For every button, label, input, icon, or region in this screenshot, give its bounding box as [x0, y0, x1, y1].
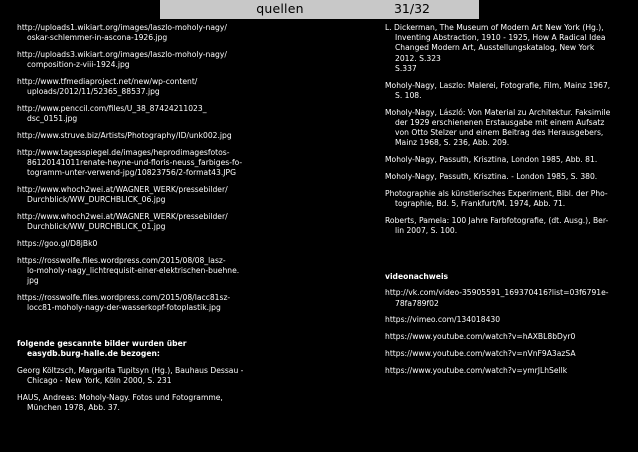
easydb-reference: HAUS, Andreas: Moholy-Nagy. Fotos und Fotogramme, München 1978, Abb. 37. [17, 393, 223, 413]
header-bar-right [479, 0, 638, 19]
image-url[interactable]: http://www.struve.biz/Artists/Photography/ID/unk002.jpg [17, 131, 232, 140]
easydb-reference: Georg Költzsch, Margarita Tupitsyn (Hg.), Bauhaus Dessau - Chicago - New York, Köln 2000, S. 231 [17, 366, 244, 386]
image-url[interactable]: https://rosswolfe.files.wordpress.com/2015/08/lacc81sz- locc81-moholy-nagy-der-wasserkopf-fotoplastik.jpg [17, 293, 231, 313]
video-url[interactable]: https://www.youtube.com/watch?v=nVnF9A3azSA [385, 349, 576, 358]
video-url[interactable]: https://vimeo.com/134018430 [385, 315, 501, 325]
literature-reference: L. Dickerman, The Museum of Modern Art New York (Hg.), Inventing Abstraction, 1910 - 1925, How A Radical Idea Changed Modern Art, Ausstellungskatalog, New York 2012. S.323 S.337 [385, 23, 606, 73]
page-title: quellen [256, 1, 304, 16]
literature-reference: Roberts, Pamela: 100 Jahre Farbfotografie, (dt. Ausg.), Ber- lin 2007, S. 100. [385, 215, 609, 235]
literature-reference: Moholy-Nagy, Passuth, Krisztina, London 1985, Abb. 81. [385, 155, 598, 165]
page-number: 31/32 [393, 1, 431, 16]
literature-reference: Moholy-Nagy, László: Von Material zu Architektur. Faksimile der 1929 erschienenen Erstausgabe mit einem Aufsatz von Otto Stelzer und einem Beitrag des Herausgebers, Mainz 1968, S. 236, Abb. 209. [385, 107, 611, 148]
video-url[interactable]: https://www.youtube.com/watch?v=ymrJLhSellk [385, 365, 568, 375]
image-url[interactable]: https://rosswolfe.files.wordpress.com/2015/08/08_lasz- lo-moholy-nagy_lichtrequisit-einer-elektrischen-buehne. jpg [17, 255, 240, 286]
literature-reference: Moholy-Nagy, Laszlo: Malerei, Fotografie, Film, Mainz 1967, S. 108. [385, 80, 611, 100]
image-url[interactable]: http://www.tfmediaproject.net/new/wp-content/ uploads/2012/11/52365_88537.jpg [17, 77, 198, 97]
image-url[interactable]: http://www.penccil.com/files/U_38_87424211023_ dsc_0151.jpg [17, 104, 207, 124]
image-url[interactable]: http://www.whoch2wei.at/WAGNER_WERK/pressebilder/ Durchblick/WW_DURCHBLICK_06.jpg [17, 185, 228, 205]
image-url[interactable]: http://www.tagesspiegel.de/images/heprodimagesfotos- 86120141011renate-heyne-und-floris-neuss_farbiges-fo- togramm-unter-verwend-jpg/10823756/2-format43.JPG [17, 147, 243, 178]
video-url[interactable]: https://www.youtube.com/watch?v=hAXBL8bDyr0 [385, 332, 576, 342]
image-url[interactable]: http://www.whoch2wei.at/WAGNER_WERK/pressebilder/ Durchblick/WW_DURCHBLICK_01.jpg [17, 212, 228, 232]
image-url[interactable]: http://uploads3.wikiart.org/images/laszlo-moholy-nagy/ composition-z-viii-1924.jpg [17, 50, 227, 70]
right-column [385, 23, 625, 383]
literature-reference: Moholy-Nagy, Passuth, Krisztina. - London 1985, S. 380. [385, 171, 598, 181]
left-column [17, 23, 257, 420]
image-url[interactable]: http://uploads1.wikiart.org/images/laszlo-moholy-nagy/ oskar-schlemmer-in-ascona-1926.jpg [17, 23, 227, 43]
header-bar-left [0, 0, 160, 19]
easydb-heading: folgende gescannte bilder wurden über easydb.burg-halle.de bezogen: [17, 339, 187, 359]
video-url[interactable]: http://vk.com/video-35905591_169370416?list=03f6791e- 78fa789f02 [385, 288, 609, 308]
image-url[interactable]: https://goo.gl/D8jBk0 [17, 239, 98, 248]
literature-reference: Photographie als künstlerisches Experiment, Bibl. der Pho- tographie, Bd. 5, Frankfurt/M. 1974, Abb. 71. [385, 188, 608, 208]
video-heading: videonachweis [385, 271, 449, 281]
